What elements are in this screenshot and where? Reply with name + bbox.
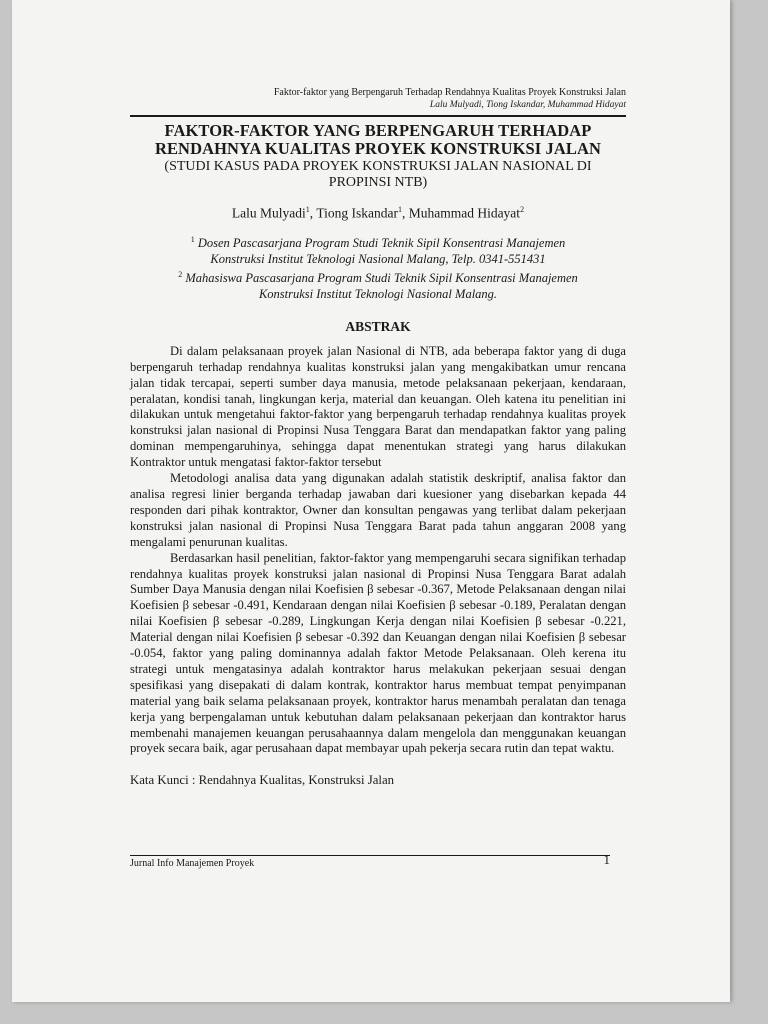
abstract-paragraph: Berdasarkan hasil penelitian, faktor-faktor yang mempengaruhi secara signifikan terhadap rendahnya kualitas proyek konstruksi jalan nasional di Propinsi Nusa Tenggara Barat adalah Sumber Daya Manusia dengan nilai Koefisien β sebesar -0.367, Metode Pelaksanaan dengan nilai Koefisien β sebesar -0.491, Kendaraan dengan nilai Koefisien β sebesar -0.189, Peralatan dengan nilai Koefisien β sebesar -0.289, Lingkungan Kerja dengan nilai Koefisien β sebesar -0.221, Material dengan nilai Koefisien β sebesar -0.392 dan Keuangan dengan nilai Koefisien β sebesar -0.054, faktor yang paling dominannya adalah faktor Metode Pelaksanaan. Oleh kerena itu strategi untuk mengatasinya adalah kontraktor harus melakukan pekerjaan sesuai dengan spesifikasi yang disepakati di dalam kontrak, kontraktor harus membuat tempat penyimpanan material yang baik selama pelaksanaan proyek, kontraktor harus menambah peralatan dan tenaga kerja yang berpengalaman untuk kebutuhan dalam pelaksanaan pekerjaan dan kontraktor harus membenahi manajemen keuangan perusahaannya dalam mengelola dan menggunakan keuangan proyek secara baik, agar perusahaan dapat membayar upah pekerja secara rutin dan tepat waktu. <box>130 550 626 756</box>
title-line-2: RENDAHNYA KUALITAS PROYEK KONSTRUKSI JALAN <box>154 139 602 158</box>
subtitle-line-1: (STUDI KASUS PADA PROYEK KONSTRUKSI JALAN NASIONAL DI <box>164 159 592 174</box>
page-footer <box>130 852 610 869</box>
affiliation-line: Konstruksi Institut Teknologi Nasional Malang, Telp. 0341-551431 <box>210 251 546 266</box>
affiliation-line: Mahasiswa Pascasarjana Program Studi Teknik Sipil Konsentrasi Manajemen <box>185 270 578 285</box>
document-page <box>12 0 730 1002</box>
running-head <box>130 86 626 112</box>
subtitle-line-2: PROPINSI NTB) <box>328 175 428 190</box>
affiliation-mark: 2 <box>178 269 183 279</box>
affiliations <box>130 232 626 302</box>
running-head-title: Faktor-faktor yang Berpengaruh Terhadap Rendahnya Kualitas Proyek Konstruksi Jalan <box>273 87 626 98</box>
title-line-1: FAKTOR-FAKTOR YANG BERPENGARUH TERHADAP <box>164 121 592 140</box>
keywords: Kata Kunci : Rendahnya Kualitas, Konstruksi Jalan <box>130 773 395 788</box>
author-affil-mark: 2 <box>520 205 525 214</box>
journal-name: Jurnal Info Manajemen Proyek <box>130 858 255 869</box>
author-name: Muhammad Hidayat <box>408 205 521 221</box>
paper-subtitle <box>130 159 626 191</box>
abstract-paragraph: Di dalam pelaksanaan proyek jalan Nasional di NTB, ada beberapa faktor yang di duga berpengaruh terhadap rendahnya kualitas konstruksi jalan yang mengakibatkan umur rencana jalan tidak tercapai, seperti sumber daya manusia, metode pelaksanaan pekerjaan, kendaraan, peralatan, kondisi tanah, lingkungan kerja, material dan keuangan. Oleh katena itu penelitian ini dilakukan untuk mengetahui faktor-faktor yang berpengaruh terhadap rendahnya kualitas proyek konstruksi jalan nasional di Propinsi Nusa Tenggara Barat dan mendapatkan faktor yang paling dominan mempengaruhinya, sehingga dapat menentukan strategi yang harus dilakukan Kontraktor untuk mengatasi faktor-faktor tersebut <box>130 343 626 470</box>
author-name: Tiong Iskandar <box>316 205 398 221</box>
affiliation-line: Dosen Pascasarjana Program Studi Teknik Sipil Konsentrasi Manajemen <box>197 235 566 250</box>
page-number: 1 <box>603 852 610 867</box>
abstract-body <box>130 344 626 758</box>
affiliation-line: Konstruksi Institut Teknologi Nasional Malang. <box>258 286 498 301</box>
running-head-authors: Lalu Mulyadi, Tiong Iskandar, Muhammad Hidayat <box>429 100 626 110</box>
author-list <box>130 205 626 222</box>
author-separator: , <box>401 205 409 221</box>
header-rule <box>130 115 626 117</box>
author-affil-mark: 1 <box>397 205 402 214</box>
author-name: Lalu Mulyadi <box>231 205 306 221</box>
abstract-heading: ABSTRAK <box>345 318 411 334</box>
author-affil-mark: 1 <box>305 205 310 214</box>
author-separator: , <box>309 205 317 221</box>
affiliation-1 <box>130 232 626 267</box>
page-content <box>130 86 626 788</box>
abstract-paragraph: Metodologi analisa data yang digunakan adalah statistik deskriptif, analisa faktor dan analisa regresi linier berganda terhadap jawaban dari kuesioner yang disebarkan kepada 44 responden dari pihak kontraktor, Owner dan konsultan pengawas yang terlibat dalam pekerjaan konstruksi jalan nasional di Propinsi Nusa Tenggara Barat pada tahun anggaran 2008 yang mengalami penurunan kualitas. <box>130 471 626 549</box>
paper-title <box>130 122 626 158</box>
affiliation-2 <box>130 267 626 302</box>
affiliation-mark: 1 <box>190 234 195 244</box>
